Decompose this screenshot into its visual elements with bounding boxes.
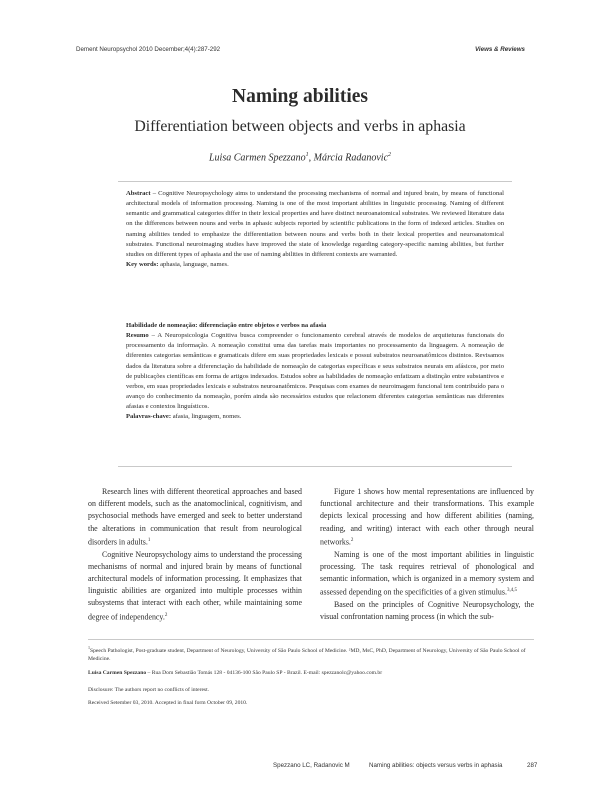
body-paragraph (88, 486, 302, 549)
article-title: Naming abilities (232, 86, 368, 107)
abstract-top-rule (118, 181, 512, 182)
abstract-text: – Cognitive Neuropsychology aims to understand the processing mechanisms of normal and injured brain, by means of functional architectural models of information processing. Naming is one of the most important abilities in linguistic processing. Naming of different semantic and grammatical categories differ in their lexical properties and have distinct neuroanatomical substrates. We reviewed literature data on the differences between nouns and verbs in aphasic subjects reported by scientific publications in the form of indexed articles. Studies on naming abilities tended to emphasize the differentiation between nouns and verbs both in their lexical properties and neuroanatomical substrates. Functional neuroimaging studies have improved the state of knowledge regarding category-specific naming abilities, but further studies on different types of aphasia and the use of naming abilities in different contexts are warranted. (126, 190, 504, 258)
abstract-portuguese (126, 321, 504, 423)
abstract-english (126, 189, 504, 270)
page-number: 287 (527, 762, 538, 769)
correspondence-footnote (88, 669, 534, 677)
abstract-label: Abstract (126, 190, 151, 197)
paragraph-text: Naming is one of the most important abilities in linguistic processing. The task requires retrieval of phonological and semantic information, which is organized in a memory system and assessed depending on the specificities of a given stimulus. (320, 549, 534, 597)
keywords-line (126, 260, 504, 270)
section-label: Views & Reviews (475, 46, 525, 53)
article-subtitle: Differentiation between objects and verbs in aphasia (134, 118, 466, 135)
affiliation-text: Speech Pathologist, Post-graduate student, Department of Neurology, University of São Paulo School of Medicine. ²MD, MsC, PhD, Department of Neurology, University of São Paulo School of Medicine. (88, 647, 526, 663)
palavras-chave-text: afasia, linguagem, nomes. (171, 413, 242, 421)
body-paragraph (320, 599, 534, 623)
correspondence-name: Luisa Carmen Spezzano (88, 670, 147, 676)
palavras-chave-line (126, 412, 504, 422)
palavras-chave-label: Palavras-chave: (126, 413, 172, 421)
author-separator: , (308, 152, 314, 164)
affiliation-footnote (88, 644, 534, 664)
citation-ref: 2 (164, 612, 168, 618)
paragraph-text: Research lines with different theoretical approaches and based on different models, such as the anatomoclinical, cognitivism, and psychosocial methods have emerged and seek to better understand the alterations in communication that result from neurological disorders in adults. (88, 487, 302, 547)
paragraph-text: Based on the principles of Cognitive Neuropsychology, the visual confrontation naming process (in which the sub- (320, 600, 534, 622)
body-column-right (320, 486, 534, 623)
citation-ref: 2 (350, 537, 354, 543)
correspondence-address: – Rua Dom Sebastião Tomás 128 - 04136-100 São Paulo SP - Brazil. E-mail: spezzanolc@yahoo.com.br (146, 670, 383, 676)
resumo-label: Resumo (126, 332, 149, 340)
resumo-text: – A Neuropsicologia Cognitiva busca compreender o funcionamento cerebral através de modelos de arquiteturas funcionais do processamento da informação. A nomeação constitui uma das tarefas mais importantes no processamento da linguagem. A nomeação de diferentes categorias semânticas e gramaticais difere em suas propriedades lexicais e possui substratos neuroanatômicos distintos. Revisamos dados da literatura sobre a diferenciação da habilidade de nomeação de categorias específicas e seus substratos neurais em afásicos, por meio de publicações científicas em forma de artigos indexados. Estudos sobre as habilidades de nomeação enfatizam a distinção entre substantivos e verbos, em suas propriedades lexicais e substratos neuroanatômicos. Pesquisas com exames de neuroimagem funcional tem contribuído para o avanço do conhecimento da nomeação, porém ainda são necessários estudos que relacionem diferentes categorias semânticas nas diferentes afasias e contextos linguísticos. (126, 332, 504, 411)
citation-ref: 3,4,5 (506, 588, 517, 594)
author-2-affiliation: 2 (388, 152, 392, 158)
footer-authors: Spezzano LC, Radanovic M (273, 762, 350, 769)
author-1-name: Luisa Carmen Spezzano (208, 152, 306, 164)
keywords-text: aphasia, language, names. (158, 261, 229, 269)
author-2-name: Márcia Radanovic (313, 152, 389, 164)
body-paragraph (88, 549, 302, 624)
journal-citation: Dement Neuropsychol 2010 December;4(4):287-292 (76, 46, 221, 53)
paragraph-text: Cognitive Neuropsychology aims to understand the processing mechanisms of normal and injured brain by means of functional architectural models of information processing. It emphasizes that linguistic abilities are organized into multiple processes within subsystems that interact with each other, while maintaining some degree of independency. (88, 549, 302, 622)
abstract-bottom-rule (118, 466, 512, 467)
keywords-label: Key words: (126, 261, 159, 269)
disclosure-footnote: Disclosure: The authors report no conflicts of interest. (88, 687, 210, 693)
footer-running-title: Naming abilities: objects versus verbs in aphasia (369, 762, 503, 769)
received-footnote: Received Setember 03, 2010. Accepted in final form October 09, 2010. (88, 700, 248, 706)
resumo-heading (126, 321, 504, 331)
author-list (0, 152, 600, 163)
body-paragraph (320, 549, 534, 599)
abstract-paragraph (126, 189, 504, 260)
body-paragraph (320, 486, 534, 549)
body-column-left (88, 486, 302, 623)
resumo-paragraph (126, 331, 504, 412)
affiliation-marker: 1 (88, 645, 90, 650)
citation-ref: 1 (147, 537, 151, 543)
paragraph-text: Figure 1 shows how mental representations are influenced by functional architecture and their transformations. This example depicts lexical processing and how different abilities (naming, reading, and writing) interact with each other through neural networks. (320, 487, 534, 547)
author-1-affiliation: 1 (305, 152, 309, 158)
footnote-rule (88, 639, 534, 640)
resumo-heading-text: Habilidade de nomeação: diferenciação entre objetos e verbos na afasia (126, 322, 327, 329)
